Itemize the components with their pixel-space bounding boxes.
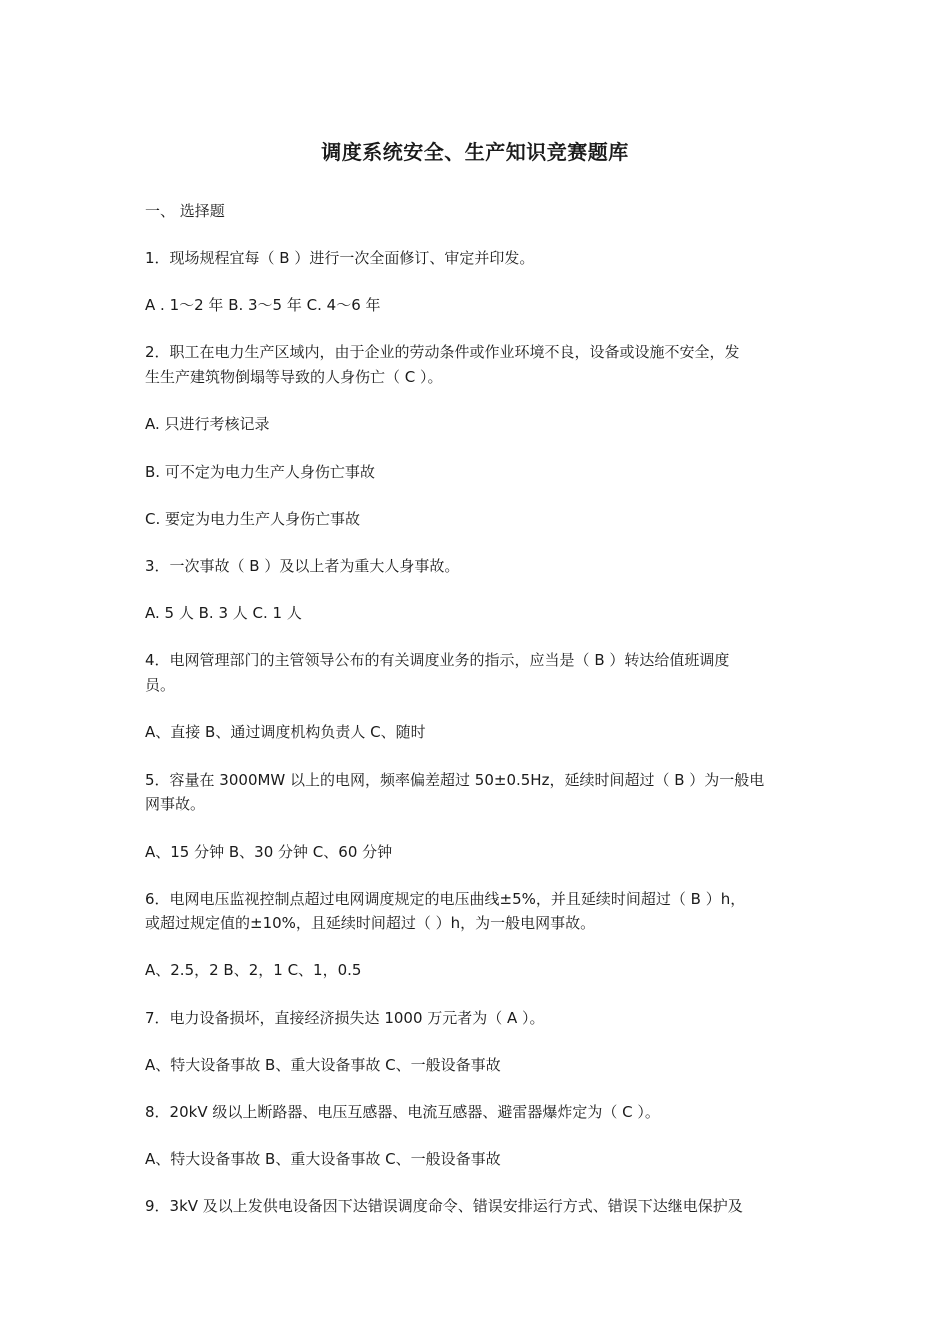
question-3-options: A. 5 人 B. 3 人 C. 1 人 — [145, 604, 302, 622]
question-7: 7．电力设备损坏，直接经济损失达 1000 万元者为（ A ）。 — [145, 1009, 545, 1027]
question-1: 1．现场规程宜每（ B ）进行一次全面修订、审定并印发。 — [145, 249, 535, 267]
question-2-option-a: A. 只进行考核记录 — [145, 415, 270, 433]
question-4-options: A、直接 B、通过调度机构负责人 C、随时 — [145, 723, 426, 741]
document-title: 调度系统安全、生产知识竞赛题库 — [321, 140, 629, 164]
section-heading: 一、 选择题 — [145, 202, 225, 220]
question-5-line-1: 5．容量在 3000MW 以上的电网，频率偏差超过 50±0.5Hz，延续时间超过（ B ）为一般电 — [145, 771, 765, 789]
question-6-line-1: 6．电网电压监视控制点超过电网调度规定的电压曲线±5%，并且延续时间超过（ B ）h， — [145, 890, 746, 908]
question-2-line-2: 生生产建筑物倒塌等导致的人身伤亡（ C ）。 — [145, 368, 443, 386]
question-5-options: A、15 分钟 B、30 分钟 C、60 分钟 — [145, 843, 393, 861]
question-2-option-c: C. 要定为电力生产人身伤亡事故 — [145, 510, 361, 528]
question-4-line-1: 4．电网管理部门的主管领导公布的有关调度业务的指示，应当是（ B ）转达给值班调度 — [145, 651, 730, 669]
question-8: 8．20kV 级以上断路器、电压互感器、电流互感器、避雷器爆炸定为（ C ）。 — [145, 1103, 660, 1121]
question-7-options: A、特大设备事故 B、重大设备事故 C、一般设备事故 — [145, 1056, 501, 1074]
question-6-options: A、2.5，2 B、2，1 C、1，0.5 — [145, 961, 362, 979]
question-3: 3．一次事故（ B ）及以上者为重大人身事故。 — [145, 557, 460, 575]
question-2-line-1: 2．职工在电力生产区域内，由于企业的劳动条件或作业环境不良，设备或设施不安全，发 — [145, 343, 740, 361]
question-8-options: A、特大设备事故 B、重大设备事故 C、一般设备事故 — [145, 1150, 501, 1168]
question-1-options: A . 1～2 年 B. 3～5 年 C. 4～6 年 — [145, 296, 381, 314]
question-9-line-1: 9．3kV 及以上发供电设备因下达错误调度命令、错误安排运行方式、错误下达继电保护及 — [145, 1197, 743, 1215]
question-4-line-2: 员。 — [145, 676, 176, 694]
question-6-line-2: 或超过规定值的±10%，且延续时间超过（ ）h，为一般电网事故。 — [145, 914, 596, 932]
question-2-option-b: B. 可不定为电力生产人身伤亡事故 — [145, 463, 375, 481]
question-5-line-2: 网事故。 — [145, 795, 206, 813]
